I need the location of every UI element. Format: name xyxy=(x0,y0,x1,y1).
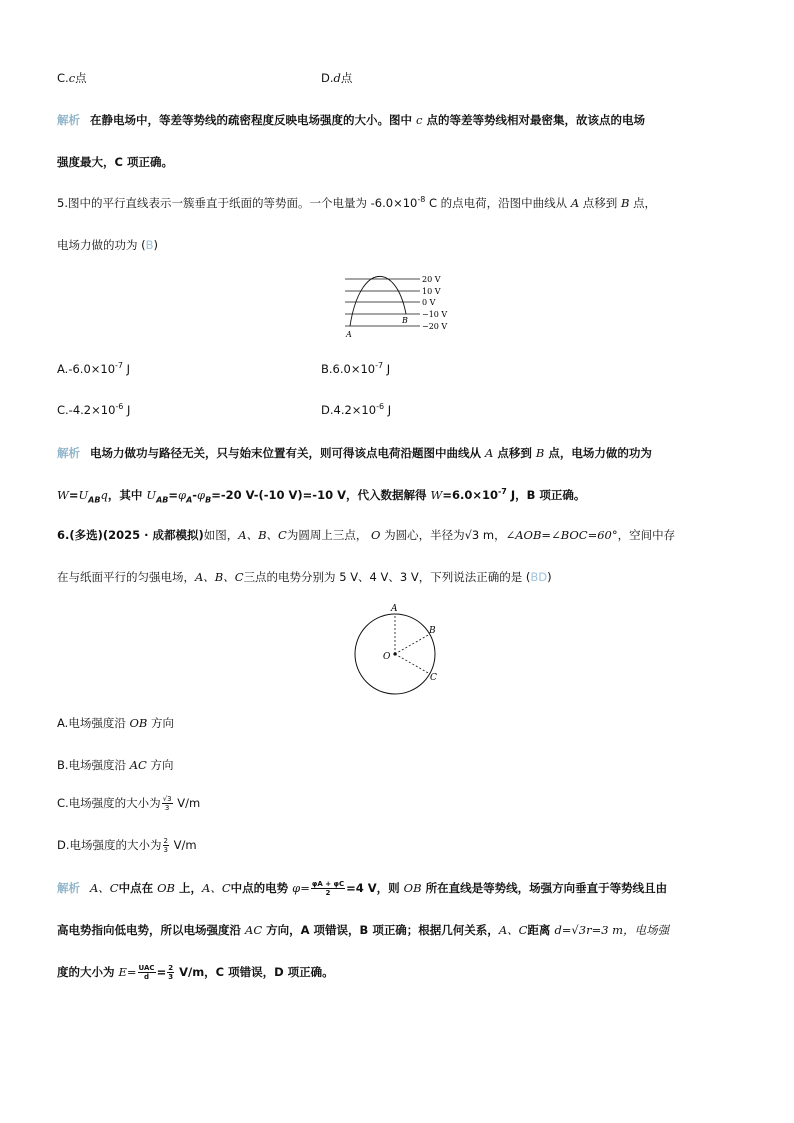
q5-option-c: $C.-4.2\times 10^{-6}$ J xyxy=(57,402,131,417)
q6-option-b: B.电场强度沿 AC 方向 xyxy=(57,758,174,772)
point-a-label: A xyxy=(346,330,352,339)
q5-analysis-line1: 解析 电场力做功与路径无关，只与始末位置有关，则可得该点电荷沿题图中曲线从 A 点移到 B 点，电场力做的功为 xyxy=(57,446,652,460)
analysis-tag: 解析 xyxy=(57,446,80,460)
q4-option-c: C.c点 xyxy=(57,71,87,85)
q5-option-a: $A.-6.0\times 10^{-7}$ J xyxy=(57,361,131,376)
q6-answer: BD xyxy=(530,570,548,584)
q5-stem-line2: 电场力做的功为 (B) xyxy=(57,238,159,252)
point-o-label: O xyxy=(383,652,391,662)
analysis-tag: 解析 xyxy=(57,113,80,127)
point-b-label: B xyxy=(402,316,408,325)
q4-analysis-line1: 解析 在静电场中，等差等势线的疏密程度反映电场强度的大小。图中 c 点的等差等势线相对最密集，故该点的电场 xyxy=(57,113,645,127)
q6-analysis-line1: 解析 A、C中点在 OB 上，A、C中点的电势 φ= $\frac{\varphi A + \varphi C}{2}$ =4 V，则 OB 所在直线是等势线，场强方向垂直于等势线且由 xyxy=(57,880,668,897)
analysis-tag: 解析 xyxy=(57,881,80,895)
point-c-label: C xyxy=(430,673,437,683)
q6-option-c: C.电场强度的大小为 $\frac{√3}{3}$ V/m xyxy=(57,795,201,812)
q4-analysis-line2: 强度最大，C 项正确。 xyxy=(57,155,173,169)
point-b-label: B xyxy=(429,626,436,636)
label-neg20v: −20 V xyxy=(422,322,448,331)
q6-stem-line2: 在与纸面平行的匀强电场，A、B、C三点的电势分别为 5 V、4 V、3 V，下列说法正确的是 (BD) xyxy=(57,570,552,584)
charge-path-curve xyxy=(350,276,406,326)
q6-option-a: A.电场强度沿 OB 方向 xyxy=(57,716,175,730)
q6-stem-line1: 6.(多选)(2025 · 成都模拟)如图，A、B、C为圆周上三点， O 为圆心，半径为√3 m，∠AOB=∠BOC=60°，空间中存 xyxy=(57,528,676,542)
label-20v: 20 V xyxy=(422,275,441,284)
point-a-label: A xyxy=(391,604,398,614)
q6-analysis-line2: 高电势指向低电势，所以电场强度沿 AC 方向，A 项错误，B 项正确；根据几何关系，A、C距离 d=√3r=3 m，电场强 xyxy=(57,923,670,937)
q5-answer: B xyxy=(145,238,154,252)
q5-option-b: $B.6.0\times 10^{-7}$ J xyxy=(321,361,391,376)
q5-analysis-line2: $W=U_{AB}q$，其中 $U_{AB}=\varphi_A-\varphi_B=-20$ V-(-10 V)=-10 V，代入数据解得 $W=6.0\times 10^{-7}$ J，B 项正确。 xyxy=(57,487,586,505)
q5-equipotential-figure xyxy=(338,270,458,340)
label-neg10v: −10 V xyxy=(422,310,448,319)
q5-stem-line1: 5.图中的平行直线表示一簇垂直于纸面的等势面。一个电量为 $-6.0\times 10^{-8}$ C 的点电荷，沿图中曲线从 A 点移到 B 点， xyxy=(57,195,657,210)
radius-oc xyxy=(395,654,430,674)
center-point xyxy=(393,652,396,655)
q6-circle-figure xyxy=(350,600,440,696)
q5-option-d: $D.4.2\times 10^{-6}$ J xyxy=(321,402,392,417)
label-10v: 10 V xyxy=(422,287,441,296)
q6-analysis-line3: 度的大小为 E= $\frac{\text{UAC}}{d}$ = $\frac{2}{3}$ V/m，C 项错误，D 项正确。 xyxy=(57,964,334,981)
radius-ob xyxy=(395,634,430,654)
q6-option-d: D.电场强度的大小为 $\frac{2}{3}$ V/m xyxy=(57,837,197,854)
q4-option-d: D.d点 xyxy=(321,71,353,85)
label-0v: 0 V xyxy=(422,298,436,307)
